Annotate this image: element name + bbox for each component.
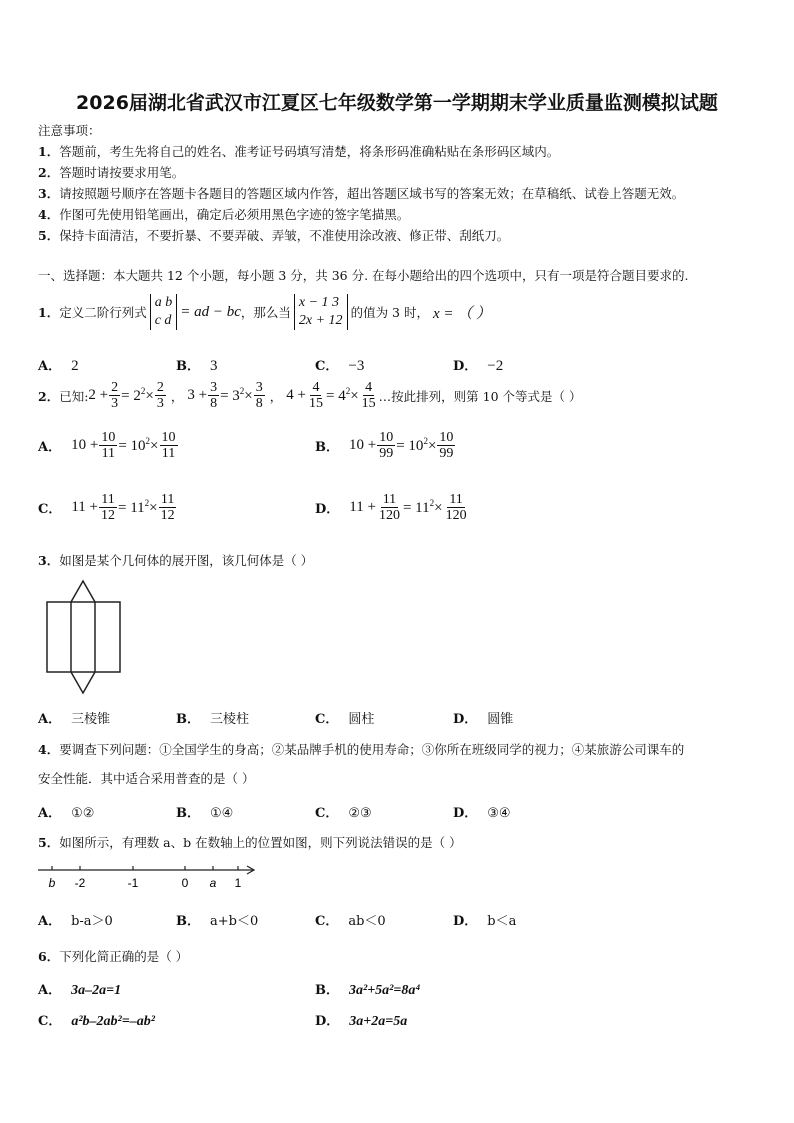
page-title: 2026届湖北省武汉市江夏区七年级数学第一学期期末学业质量监测模拟试题 bbox=[76, 92, 718, 114]
axis-label-one: 1 bbox=[234, 876, 242, 890]
q2-option-a[interactable]: A． 10 + $\frac{10}{11}$ = $10^2\times$ $\frac{10}{11}$ bbox=[38, 430, 176, 461]
q3-option-c[interactable]: C． 圆柱 bbox=[315, 712, 375, 727]
question-5: 5．如图所示，有理数 a、b 在数轴上的位置如图，则下列说法错误的是（ ） bbox=[38, 835, 462, 850]
q5-option-c[interactable]: C． ab＜0 bbox=[315, 914, 386, 929]
q5-option-d[interactable]: D． b＜a bbox=[453, 914, 517, 929]
q6-option-b[interactable]: B． 3a²+5a²=8a⁴ bbox=[315, 983, 421, 998]
notice-item: 2．答题时请按要求用笔。 bbox=[38, 165, 185, 180]
q3-option-b[interactable]: B． 三棱柱 bbox=[176, 712, 250, 727]
q4-option-d[interactable]: D． ③④ bbox=[453, 806, 511, 821]
q2-option-b[interactable]: B． 10 + $\frac{10}{99}$ = $10^2\times$ $\frac{10}{99}$ bbox=[315, 430, 454, 461]
q1-option-b[interactable]: B． 3 bbox=[176, 358, 218, 374]
q6-option-a[interactable]: A． 3a–2a=1 bbox=[38, 983, 122, 998]
question-2: 2． 已知: 2 + $\frac{2}{3}$ = $2^2\times$ $\frac{2}{3}$ ， 3 + $\frac{3}{8}$ = $3^2\times$ $\frac{3}{8}$ ， 4 + $\frac{4}{15}$ = $4^2\times$ $\frac{4}{15}$ …按此排列，则第 10 个等式是（ ） bbox=[38, 380, 582, 411]
notice-item: 4．作图可先使用铅笔画出，确定后必须用黑色字迹的签字笔描黑。 bbox=[38, 207, 410, 222]
axis-label-a: a bbox=[209, 876, 217, 890]
q1-option-d[interactable]: D． −2 bbox=[453, 358, 504, 374]
q2-option-d[interactable]: D． 11 + $\frac{11}{120}$ = $11^2\times$ $\frac{11}{120}$ bbox=[315, 492, 467, 523]
number-line-figure bbox=[36, 858, 261, 892]
q4-option-b[interactable]: B． ①④ bbox=[176, 806, 234, 821]
q2-option-c[interactable]: C． 11 + $\frac{11}{12}$ = $11^2\times$ $\frac{11}{12}$ bbox=[38, 492, 175, 523]
question-6: 6．下列化简正确的是（ ） bbox=[38, 949, 189, 964]
q6-option-d[interactable]: D． 3a+2a=5a bbox=[315, 1014, 408, 1029]
question-4-line-2: 安全性能．其中适合采用普查的是（ ） bbox=[38, 771, 255, 786]
q4-option-a[interactable]: A． ①② bbox=[38, 806, 95, 821]
axis-label-minus-1: -1 bbox=[127, 876, 139, 890]
q5-option-a[interactable]: A． b-a＞0 bbox=[38, 914, 113, 929]
axis-label-zero: 0 bbox=[181, 876, 189, 890]
notice-item: 1．答题前，考生先将自己的姓名、准考证号码填写清楚，将条形码准确粘贴在条形码区域内。 bbox=[38, 144, 560, 159]
q5-option-b[interactable]: B． a+b＜0 bbox=[176, 914, 259, 929]
section-heading: 一、选择题：本大题共 12 个小题，每小题 3 分，共 36 分. 在每小题给出的四个选项中，只有一项是符合题目要求的. bbox=[38, 268, 689, 283]
question-3: 3．如图是某个几何体的展开图，该几何体是（ ） bbox=[38, 553, 314, 568]
q6-option-c[interactable]: C． a²b–2ab²=–ab² bbox=[38, 1014, 155, 1029]
notice-item: 5．保持卡面清洁，不要折暴、不要弄破、弄皱，不准使用涂改液、修正带、刮纸刀。 bbox=[38, 228, 510, 243]
prism-net-figure bbox=[44, 578, 124, 698]
question-4: 4．要调查下列问题：①全国学生的身高；②某品牌手机的使用寿命；③你所在班级同学的视力；④某旅游公司课车的 bbox=[38, 742, 685, 757]
notice-heading: 注意事项： bbox=[38, 123, 101, 138]
notice-item: 3．请按照题号顺序在答题卡各题目的答题区域内作答，超出答题区域书写的答案无效；在草稿纸、试卷上答题无效。 bbox=[38, 186, 685, 201]
q4-option-c[interactable]: C． ②③ bbox=[315, 806, 372, 821]
question-1: 1． 定义二阶行列式 a b c d = ad − bc ，那么当 x − 1 3 2x + 12 的值为 3 时， x = （ ） bbox=[38, 295, 491, 328]
axis-label-b: b bbox=[48, 876, 56, 890]
determinant-question: x − 1 3 2x + 12 bbox=[294, 294, 348, 330]
q3-option-d[interactable]: D． 圆锥 bbox=[453, 712, 514, 727]
q1-option-a[interactable]: A． 2 bbox=[38, 358, 79, 374]
determinant-definition: a b c d bbox=[150, 294, 178, 330]
q1-option-c[interactable]: C． −3 bbox=[315, 358, 365, 374]
axis-label-minus-2: -2 bbox=[74, 876, 86, 890]
q3-option-a[interactable]: A． 三棱锥 bbox=[38, 712, 111, 727]
